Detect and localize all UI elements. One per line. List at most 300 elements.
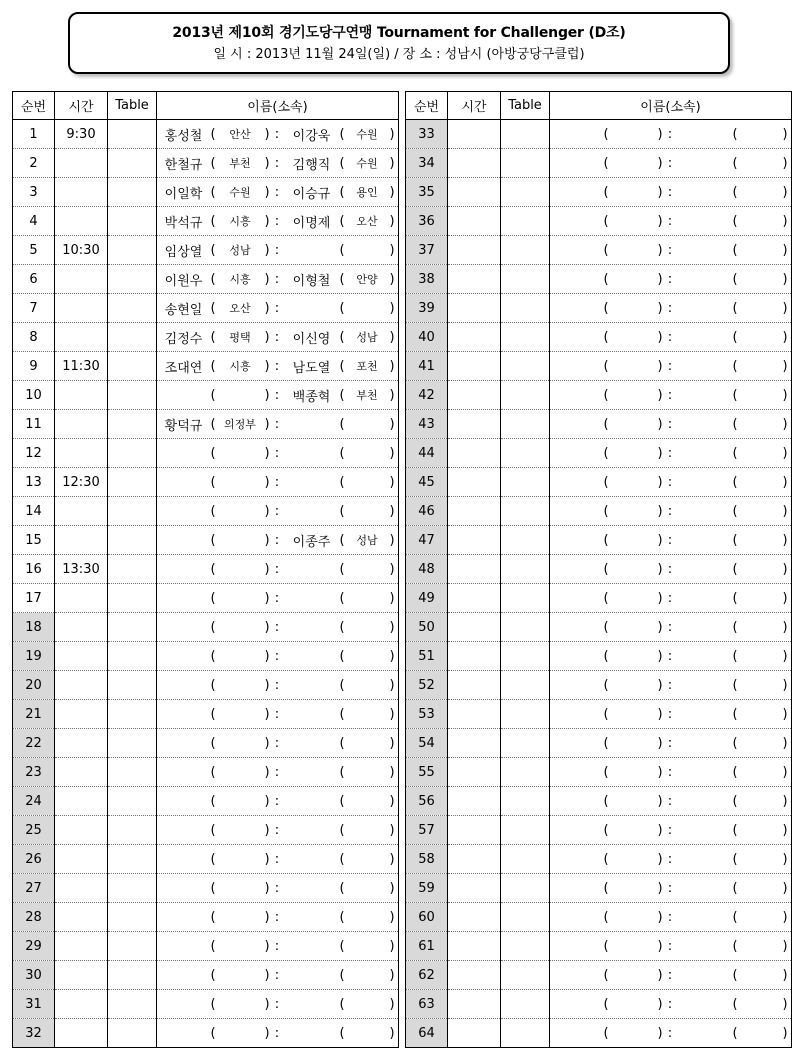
paren-open: ( — [339, 619, 345, 635]
paren-open: ( — [210, 1025, 216, 1041]
player-pair — [157, 1019, 398, 1047]
paren-close: ) — [657, 648, 663, 664]
paren-open: ( — [603, 271, 609, 287]
paren-close: ) — [389, 474, 395, 490]
paren-open: ( — [339, 735, 345, 751]
table-number-cell — [501, 120, 550, 149]
player-pair — [550, 207, 791, 235]
row-number-cell: 25 — [13, 816, 55, 845]
row-number-cell: 37 — [406, 236, 448, 265]
paren-open: ( — [339, 155, 345, 171]
player-pair — [157, 700, 398, 728]
paren-open: ( — [732, 184, 738, 200]
player-pair-cell — [157, 265, 399, 294]
separator: : — [274, 619, 280, 635]
table-number-cell — [501, 323, 550, 352]
table-row — [13, 526, 399, 555]
player-pair-cell — [550, 294, 792, 323]
player-2-affiliation: 성남 — [356, 331, 378, 344]
time-cell — [55, 700, 108, 729]
time-cell — [448, 497, 501, 526]
player-pair — [157, 613, 398, 641]
table-number-cell — [501, 149, 550, 178]
table-row — [406, 961, 792, 990]
paren-open: ( — [603, 851, 609, 867]
table-number-cell — [501, 787, 550, 816]
time-cell — [448, 381, 501, 410]
player-pair — [550, 700, 791, 728]
separator: : — [667, 329, 673, 345]
paren-open: ( — [603, 735, 609, 751]
table-number-cell — [108, 381, 157, 410]
player-2-affiliation: 수원 — [356, 157, 378, 170]
row-number-cell: 5 — [13, 236, 55, 265]
table-number-cell — [501, 874, 550, 903]
row-number-cell: 6 — [13, 265, 55, 294]
paren-close: ) — [657, 561, 663, 577]
table-number-cell — [501, 178, 550, 207]
separator: : — [274, 474, 280, 490]
time-cell — [448, 671, 501, 700]
row-number-cell: 22 — [13, 729, 55, 758]
player-2-name: 이종주 — [292, 534, 331, 550]
paren-open: ( — [210, 851, 216, 867]
player-pair — [157, 932, 398, 960]
paren-open: ( — [339, 938, 345, 954]
table-header-row — [13, 92, 399, 120]
paren-close: ) — [657, 793, 663, 809]
paren-open: ( — [339, 706, 345, 722]
time-cell — [55, 149, 108, 178]
table-number-cell — [108, 555, 157, 584]
player-pair — [157, 497, 398, 525]
time-cell — [55, 207, 108, 236]
paren-close: ) — [782, 619, 788, 635]
player-pair — [157, 439, 398, 467]
player-pair-cell — [550, 120, 792, 149]
separator: : — [274, 445, 280, 461]
paren-open: ( — [732, 764, 738, 780]
time-cell — [55, 584, 108, 613]
separator: : — [274, 793, 280, 809]
paren-close: ) — [389, 880, 395, 896]
paren-close: ) — [389, 213, 395, 229]
player-pair-cell — [157, 932, 399, 961]
player-pair — [550, 758, 791, 786]
column-header-table: Table — [108, 92, 157, 120]
table-row — [406, 787, 792, 816]
paren-close: ) — [389, 242, 395, 258]
time-cell — [448, 178, 501, 207]
player-pair-cell — [157, 758, 399, 787]
schedule-table-left — [12, 91, 399, 1048]
paren-close: ) — [264, 474, 270, 490]
time-cell — [55, 323, 108, 352]
paren-close: ) — [782, 329, 788, 345]
paren-close: ) — [782, 416, 788, 432]
paren-open: ( — [210, 416, 216, 432]
paren-open: ( — [210, 213, 216, 229]
row-number-cell: 13 — [13, 468, 55, 497]
row-number-cell: 19 — [13, 642, 55, 671]
separator: : — [274, 387, 280, 403]
player-2-name: 이승규 — [292, 186, 331, 202]
player-pair — [157, 584, 398, 612]
player-pair-cell — [157, 845, 399, 874]
paren-close: ) — [782, 938, 788, 954]
paren-open: ( — [603, 677, 609, 693]
separator: : — [667, 996, 673, 1012]
time-cell — [448, 990, 501, 1019]
player-pair — [550, 729, 791, 757]
paren-close: ) — [264, 938, 270, 954]
separator: : — [274, 126, 280, 142]
row-number-cell: 23 — [13, 758, 55, 787]
player-pair — [157, 903, 398, 931]
table-number-cell — [501, 381, 550, 410]
player-pair-cell — [157, 410, 399, 439]
paren-open: ( — [603, 1025, 609, 1041]
table-row — [406, 439, 792, 468]
player-pair-cell — [157, 642, 399, 671]
table-number-cell — [108, 874, 157, 903]
paren-close: ) — [657, 967, 663, 983]
player-1-name: 이원우 — [164, 273, 203, 289]
paren-open: ( — [732, 793, 738, 809]
separator: : — [274, 300, 280, 316]
table-row — [406, 526, 792, 555]
player-pair — [157, 178, 398, 206]
row-number-cell: 9 — [13, 352, 55, 381]
row-number-cell: 12 — [13, 439, 55, 468]
separator: : — [667, 880, 673, 896]
paren-open: ( — [732, 474, 738, 490]
paren-close: ) — [264, 416, 270, 432]
table-number-cell — [501, 294, 550, 323]
table-row — [13, 990, 399, 1019]
separator: : — [667, 358, 673, 374]
time-cell — [448, 787, 501, 816]
paren-close: ) — [782, 503, 788, 519]
table-number-cell — [501, 526, 550, 555]
paren-open: ( — [210, 822, 216, 838]
schedule-table-right — [405, 91, 792, 1048]
separator: : — [274, 532, 280, 548]
player-2-affiliation: 안양 — [356, 273, 378, 286]
separator: : — [667, 532, 673, 548]
player-pair-cell — [157, 178, 399, 207]
table-row — [406, 903, 792, 932]
paren-open: ( — [603, 706, 609, 722]
player-pair — [157, 758, 398, 786]
column-header-name: 이름(소속) — [157, 92, 399, 120]
paren-close: ) — [264, 1025, 270, 1041]
paren-close: ) — [389, 561, 395, 577]
player-pair — [550, 903, 791, 931]
paren-close: ) — [389, 126, 395, 142]
paren-open: ( — [339, 996, 345, 1012]
paren-open: ( — [210, 387, 216, 403]
table-number-cell — [501, 671, 550, 700]
time-cell — [55, 613, 108, 642]
player-pair — [550, 410, 791, 438]
paren-close: ) — [389, 996, 395, 1012]
player-pair-cell — [550, 613, 792, 642]
time-cell: 11:30 — [55, 352, 108, 381]
row-number-cell: 11 — [13, 410, 55, 439]
row-number-cell: 3 — [13, 178, 55, 207]
paren-close: ) — [264, 503, 270, 519]
separator: : — [667, 764, 673, 780]
row-number-cell: 34 — [406, 149, 448, 178]
table-row — [406, 729, 792, 758]
time-cell: 12:30 — [55, 468, 108, 497]
player-pair — [550, 990, 791, 1018]
paren-open: ( — [210, 938, 216, 954]
row-number-cell: 61 — [406, 932, 448, 961]
paren-close: ) — [264, 735, 270, 751]
table-number-cell — [501, 207, 550, 236]
table-row — [406, 816, 792, 845]
paren-close: ) — [657, 590, 663, 606]
paren-open: ( — [732, 213, 738, 229]
player-pair — [157, 526, 398, 554]
table-row — [13, 439, 399, 468]
separator: : — [274, 1025, 280, 1041]
table-number-cell — [108, 903, 157, 932]
player-pair-cell — [157, 816, 399, 845]
time-cell — [448, 294, 501, 323]
paren-open: ( — [339, 880, 345, 896]
row-number-cell: 59 — [406, 874, 448, 903]
paren-open: ( — [732, 126, 738, 142]
table-row — [406, 584, 792, 613]
paren-close: ) — [782, 909, 788, 925]
row-number-cell: 63 — [406, 990, 448, 1019]
player-pair — [550, 236, 791, 264]
paren-close: ) — [782, 271, 788, 287]
time-cell — [55, 845, 108, 874]
row-number-cell: 51 — [406, 642, 448, 671]
time-cell — [448, 352, 501, 381]
table-number-cell — [501, 236, 550, 265]
table-number-cell — [108, 265, 157, 294]
paren-open: ( — [603, 938, 609, 954]
player-1-affiliation: 시흥 — [229, 215, 251, 228]
table-row — [406, 149, 792, 178]
table-number-cell — [108, 671, 157, 700]
table-row — [13, 758, 399, 787]
paren-close: ) — [264, 445, 270, 461]
time-cell — [448, 1019, 501, 1048]
player-pair-cell — [157, 236, 399, 265]
row-number-cell: 15 — [13, 526, 55, 555]
player-pair — [550, 439, 791, 467]
paren-open: ( — [603, 329, 609, 345]
table-number-cell — [501, 613, 550, 642]
player-2-affiliation: 성남 — [356, 534, 378, 547]
time-cell — [55, 932, 108, 961]
separator: : — [274, 561, 280, 577]
table-row — [13, 120, 399, 149]
row-number-cell: 48 — [406, 555, 448, 584]
player-pair — [157, 294, 398, 322]
paren-close: ) — [657, 764, 663, 780]
paren-open: ( — [603, 387, 609, 403]
row-number-cell: 46 — [406, 497, 448, 526]
row-number-cell: 17 — [13, 584, 55, 613]
player-pair-cell — [550, 990, 792, 1019]
row-number-cell: 33 — [406, 120, 448, 149]
player-pair-cell — [157, 149, 399, 178]
player-pair — [550, 845, 791, 873]
paren-close: ) — [657, 532, 663, 548]
separator: : — [667, 648, 673, 664]
player-2-name: 이명제 — [292, 215, 331, 231]
time-cell — [448, 468, 501, 497]
paren-close: ) — [657, 706, 663, 722]
paren-close: ) — [657, 213, 663, 229]
row-number-cell: 28 — [13, 903, 55, 932]
table-row — [406, 294, 792, 323]
player-pair-cell — [550, 932, 792, 961]
table-row — [13, 1019, 399, 1048]
player-pair — [550, 352, 791, 380]
player-pair-cell — [550, 758, 792, 787]
paren-close: ) — [657, 416, 663, 432]
table-row — [406, 265, 792, 294]
table-row — [13, 555, 399, 584]
paren-close: ) — [264, 184, 270, 200]
paren-close: ) — [264, 242, 270, 258]
player-pair-cell — [157, 294, 399, 323]
paren-open: ( — [732, 619, 738, 635]
table-row — [406, 410, 792, 439]
player-pair-cell — [157, 700, 399, 729]
paren-close: ) — [389, 764, 395, 780]
paren-close: ) — [657, 938, 663, 954]
separator: : — [667, 242, 673, 258]
paren-close: ) — [264, 967, 270, 983]
table-row — [406, 381, 792, 410]
time-cell — [448, 961, 501, 990]
paren-open: ( — [603, 764, 609, 780]
row-number-cell: 42 — [406, 381, 448, 410]
paren-open: ( — [603, 126, 609, 142]
paren-close: ) — [657, 126, 663, 142]
paren-open: ( — [339, 503, 345, 519]
separator: : — [667, 822, 673, 838]
player-pair-cell — [157, 381, 399, 410]
paren-open: ( — [210, 445, 216, 461]
separator: : — [667, 387, 673, 403]
player-1-affiliation: 시흥 — [229, 360, 251, 373]
paren-close: ) — [782, 532, 788, 548]
paren-open: ( — [339, 474, 345, 490]
table-number-cell — [501, 990, 550, 1019]
time-cell — [55, 816, 108, 845]
paren-close: ) — [264, 764, 270, 780]
player-pair-cell — [550, 961, 792, 990]
player-pair-cell — [157, 990, 399, 1019]
paren-close: ) — [782, 445, 788, 461]
player-pair — [157, 729, 398, 757]
player-pair — [157, 265, 398, 293]
row-number-cell: 35 — [406, 178, 448, 207]
row-number-cell: 1 — [13, 120, 55, 149]
page-subtitle: 일 시 : 2013년 11월 24일(일) / 장 소 : 성남시 (아방궁당구클럽) — [213, 47, 585, 62]
paren-open: ( — [732, 445, 738, 461]
player-pair-cell — [157, 961, 399, 990]
paren-open: ( — [339, 358, 345, 374]
paren-open: ( — [210, 242, 216, 258]
paren-close: ) — [389, 648, 395, 664]
paren-close: ) — [782, 358, 788, 374]
paren-close: ) — [389, 735, 395, 751]
paren-close: ) — [389, 590, 395, 606]
separator: : — [667, 967, 673, 983]
separator: : — [667, 619, 673, 635]
paren-close: ) — [389, 1025, 395, 1041]
time-cell — [448, 323, 501, 352]
row-number-cell: 38 — [406, 265, 448, 294]
separator: : — [274, 909, 280, 925]
row-number-cell: 10 — [13, 381, 55, 410]
paren-open: ( — [603, 793, 609, 809]
paren-open: ( — [732, 706, 738, 722]
paren-close: ) — [782, 967, 788, 983]
table-row — [406, 207, 792, 236]
table-row — [406, 845, 792, 874]
paren-open: ( — [210, 677, 216, 693]
paren-close: ) — [264, 851, 270, 867]
player-pair-cell — [550, 178, 792, 207]
row-number-cell: 43 — [406, 410, 448, 439]
separator: : — [274, 880, 280, 896]
separator: : — [274, 938, 280, 954]
paren-open: ( — [339, 532, 345, 548]
player-1-affiliation: 평택 — [229, 331, 251, 344]
paren-open: ( — [210, 909, 216, 925]
paren-open: ( — [732, 851, 738, 867]
paren-open: ( — [732, 735, 738, 751]
player-pair-cell — [157, 787, 399, 816]
player-1-name: 이일학 — [164, 186, 203, 202]
row-number-cell: 39 — [406, 294, 448, 323]
player-pair — [157, 787, 398, 815]
paren-open: ( — [210, 126, 216, 142]
player-pair-cell — [157, 1019, 399, 1048]
table-row — [406, 323, 792, 352]
separator: : — [667, 503, 673, 519]
paren-close: ) — [657, 503, 663, 519]
table-row — [406, 468, 792, 497]
player-2-affiliation: 오산 — [356, 215, 378, 228]
table-number-cell — [108, 236, 157, 265]
row-number-cell: 49 — [406, 584, 448, 613]
paren-close: ) — [389, 503, 395, 519]
paren-close: ) — [264, 677, 270, 693]
paren-close: ) — [657, 619, 663, 635]
table-row — [406, 1019, 792, 1048]
separator: : — [667, 416, 673, 432]
player-1-affiliation: 수원 — [229, 186, 251, 199]
paren-close: ) — [389, 967, 395, 983]
paren-open: ( — [210, 474, 216, 490]
table-number-cell — [501, 816, 550, 845]
table-number-cell — [501, 468, 550, 497]
paren-close: ) — [782, 822, 788, 838]
